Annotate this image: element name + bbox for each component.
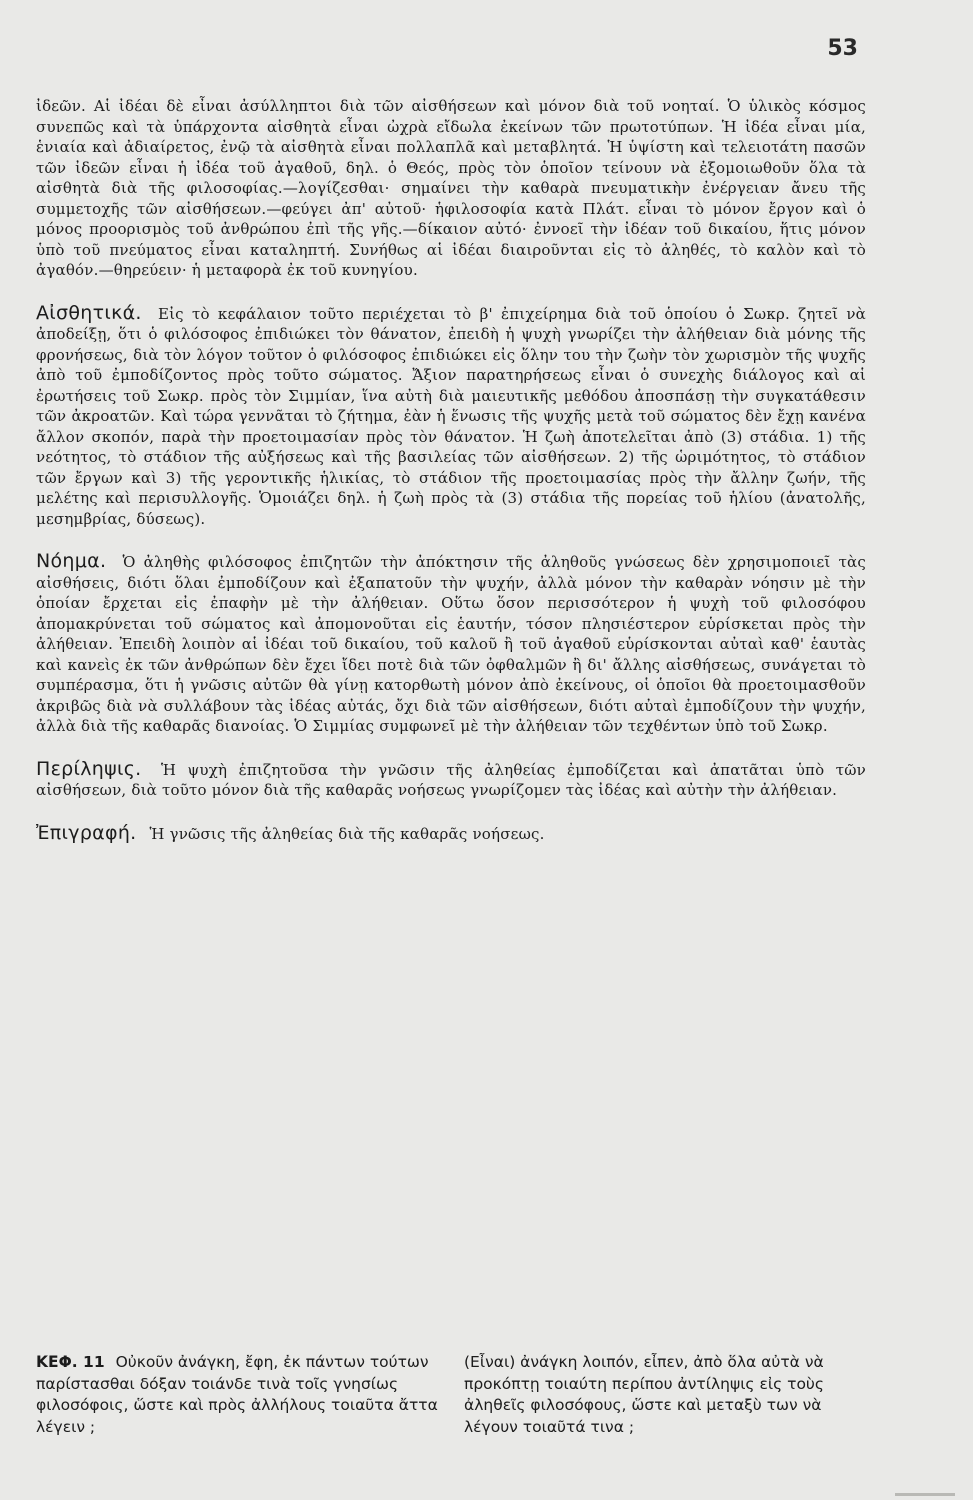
translation-column	[464, 1352, 866, 1438]
section-noima	[36, 551, 866, 737]
section-epigrafi	[36, 823, 866, 845]
translation-text: (Εἶναι) ἀνάγκη λοιπόν, εἶπεν, ἀπὸ ὅλα αὐτὰ νὰ προκόπτῃ τοιαύτη περίπου ἀντίληψις εἰς τοὺς ἀληθεῖς φιλοσόφους, ὥστε καὶ μεταξὺ των νὰ λέγουν τοιαῦτά τινα ;	[464, 1353, 824, 1436]
section-text: Ἡ ψυχὴ ἐπιζητοῦσα τὴν γνῶσιν τῆς ἀληθείας ἐμποδίζεται καὶ ἀπατᾶται ὑπὸ τῶν αἰσθήσεων, διὰ τοῦτο μόνον διὰ τῆς καθαρᾶς νοήσεως γνωρίζομεν τὰς ἰδέας καὶ αὐτὴν τὴν ἀλήθειαν.	[36, 760, 867, 799]
section-text: Ὁ ἀληθὴς φιλόσοφος ἐπιζητῶν τὴν ἀπόκτησιν τῆς ἀληθοῦς γνώσεως δὲν χρησιμοποιεῖ τὰς αἰσθήσεις, διότι ὅλαι ἐμποδίζουν καὶ ἐξαπατοῦν τὴν ψυχήν, ἀλλὰ μόνον τὴν καθαρὰν νόησιν μὲ τὴν ὁποίαν ἔρχεται εἰς ἐπαφὴν μὲ τὴν ἀλήθειαν. Οὕτω ὅσον περισσότερον ἡ ψυχὴ τοῦ φιλοσόφου ἀπομακρύνεται τοῦ σώματος καὶ ἀπομονοῦται εἰς ἑαυτήν, τόσον πλησιέστερον εὑρίσκεται πρὸς τὴν ἀλήθειαν. Ἐπειδὴ λοιπὸν αἱ ἰδέαι τοῦ δικαίου, τοῦ καλοῦ ἢ τοῦ ἀγαθοῦ εὑρίσκονται αὐταὶ καθ' ἑαυτὰς καὶ κανεὶς ἐκ τῶν ἀνθρώπων δὲν ἔχει ἴδει ποτὲ διὰ τῶν ὀφθαλμῶν ἢ δι' ἄλλης αἰσθήσεως, συνάγεται τὸ συμπέρασμα, ὅτι ἡ γνῶσις αὐτῶν θὰ γίνῃ κατορθωτὴ μόνον ἀπὸ ἐκείνους, οἱ ὁποῖοι θὰ προετοιμασθοῦν ἀκριβῶς διὰ νὰ συλλάβουν τὰς ἰδέας αὐτάς, ὄχι διὰ τῶν αἰσθήσεων, διότι αὐταὶ ἐμποδίζουν τὴν ψυχήν, ἀλλὰ διὰ τῆς καθαρᾶς διανοίας. Ὁ Σιμμίας συμφωνεῖ μὲ τὴν ἀλήθειαν τῶν τεχθέντων ὑπὸ τοῦ Σωκρ.	[36, 553, 866, 735]
original-text-column	[36, 1352, 438, 1438]
section-text: Ἡ γνῶσις τῆς ἀληθείας διὰ τῆς καθαρᾶς νοήσεως.	[149, 824, 545, 843]
chapter-label: ΚΕΦ. 11	[36, 1353, 105, 1371]
section-heading: Ἐπιγραφή.	[36, 821, 137, 844]
page-body	[36, 96, 866, 844]
section-aesthetika	[36, 303, 866, 530]
section-perilipsis	[36, 759, 866, 801]
page-number: 53	[827, 36, 858, 61]
section-text: Εἰς τὸ κεφάλαιον τοῦτο περιέχεται τὸ β' ἐπιχείρημα διὰ τοῦ ὁποίου ὁ Σωκρ. ζητεῖ νὰ ἀποδείξῃ, ὅτι ὁ φιλόσοφος ἐπιδιώκει τὸν θάνατον, ἐπειδὴ ἡ ψυχὴ γνωρίζει τὴν ἀλήθειαν διὰ μόνης τῆς φρονήσεως, διὰ τὸν λόγον τοῦτον ὁ φιλόσοφος ἐπιδιώκει εἰς ὅλην του τὴν ζωὴν τὸν χωρισμὸν τῆς ψυχῆς ἀπὸ τοῦ ἐμποδίζοντος πρὸς τοῦτο σώματος. Ἄξιον παρατηρήσεως εἶναι ὁ συνεχὴς διάλογος καὶ αἱ ἐρωτήσεις τοῦ Σωκρ. πρὸς τὸν Σιμμίαν, ἵνα αὐτὴ διὰ μαιευτικῆς μεθόδου ἀποσπάσῃ τὴν συγκατάθεσιν τῶν ἀκροατῶν. Καὶ τώρα γεννᾶται τὸ ζήτημα, ἐὰν ἡ ἕνωσις τῆς ψυχῆς μετὰ τοῦ σώματος δὲν ἔχῃ κανένα ἄλλον σκοπόν, παρὰ τὴν προετοιμασίαν πρὸς τὸν θάνατον. Ἡ ζωὴ ἀποτελεῖται ἀπὸ (3) στάδια. 1) τῆς νεότητος, τὸ στάδιον τῆς αὐξήσεως καὶ τῆς βασιλείας τῶν αἰσθήσεων. 2) τῆς ὡριμότητος, τὸ στάδιον τῶν ἔργων καὶ 3) τῆς γεροντικῆς ἡλικίας, τὸ στάδιον τῆς προετοιμασίας πρὸς τὴν ἄλλην ζωήν, τῆς μελέτης καὶ περισυλλογῆς. Ὁμοιάζει δηλ. ἡ ζωὴ πρὸς τὰ (3) στάδια τῆς πορείας τοῦ ἡλίου (ἀνατολῆς, μεσημβρίας, δύσεως).	[36, 304, 866, 528]
section-heading: Περίληψις.	[36, 757, 142, 780]
scan-mark	[895, 1493, 955, 1496]
section-heading: Αἰσθητικά.	[36, 301, 142, 324]
section-heading: Νόημα.	[36, 550, 107, 572]
chapter-columns	[36, 1352, 866, 1438]
intro-paragraph: ἰδεῶν. Αἱ ἰδέαι δὲ εἶναι ἀσύλληπτοι διὰ τῶν αἰσθήσεων καὶ μόνον διὰ τοῦ νοηταί. Ὁ ὑλικὸς κόσμος συνεπῶς καὶ τὰ ὑπάρχοντα αἰσθητὰ εἶναι ὠχρὰ εἴδωλα ἐκείνων τῶν πρωτοτύπων. Ἡ ἰδέα εἶναι μία, ἑνιαία καὶ ἀδιαίρετος, ἐνῷ τὰ αἰσθητὰ εἶναι πολλαπλᾶ καὶ μεταβλητά. Ἡ ὑψίστη καὶ τελειοτάτη πασῶν τῶν ἰδεῶν εἶναι ἡ ἰδέα τοῦ ἀγαθοῦ, δηλ. ὁ Θεός, πρὸς τὸν ὁποῖον τείνουν νὰ ἐξομοιωθοῦν ὅλα τὰ αἰσθητὰ διὰ τῆς φιλοσοφίας.—λογίζεσθαι· σημαίνει τὴν καθαρὰ πνευματικὴν ἐνέργειαν ἄνευ τῆς συμμετοχῆς τῶν αἰσθήσεων.—φεύγει ἀπ' αὐτοῦ· ἡφιλοσοφία κατὰ Πλάτ. εἶναι τὸ μόνον ἔργον καὶ ὁ μόνος προορισμὸς τοῦ ἀνθρώπου ἐπὶ τῆς γῆς.—δίκαιον αὐτό· ἐννοεῖ τὴν ἰδέαν τοῦ δικαίου, ἥτις μόνον ὑπὸ τοῦ πνεύματος εἶναι καταληπτή. Συνήθως αἱ ἰδέαι διαιροῦνται εἰς τὸ ἀληθές, τὸ καλὸν καὶ τὸ ἀγαθόν.—θηρεύειν· ἡ μεταφορὰ ἐκ τοῦ κυνηγίου.	[36, 97, 866, 279]
original-greek-text: Οὐκοῦν ἀνάγκη, ἔφη, ἐκ πάντων τούτων παρίστασθαι δόξαν τοιάνδε τινὰ τοῖς γνησίως φιλοσόφοις, ὥστε καὶ πρὸς ἀλλήλους τοιαῦτα ἄττα λέγειν ;	[36, 1353, 438, 1436]
